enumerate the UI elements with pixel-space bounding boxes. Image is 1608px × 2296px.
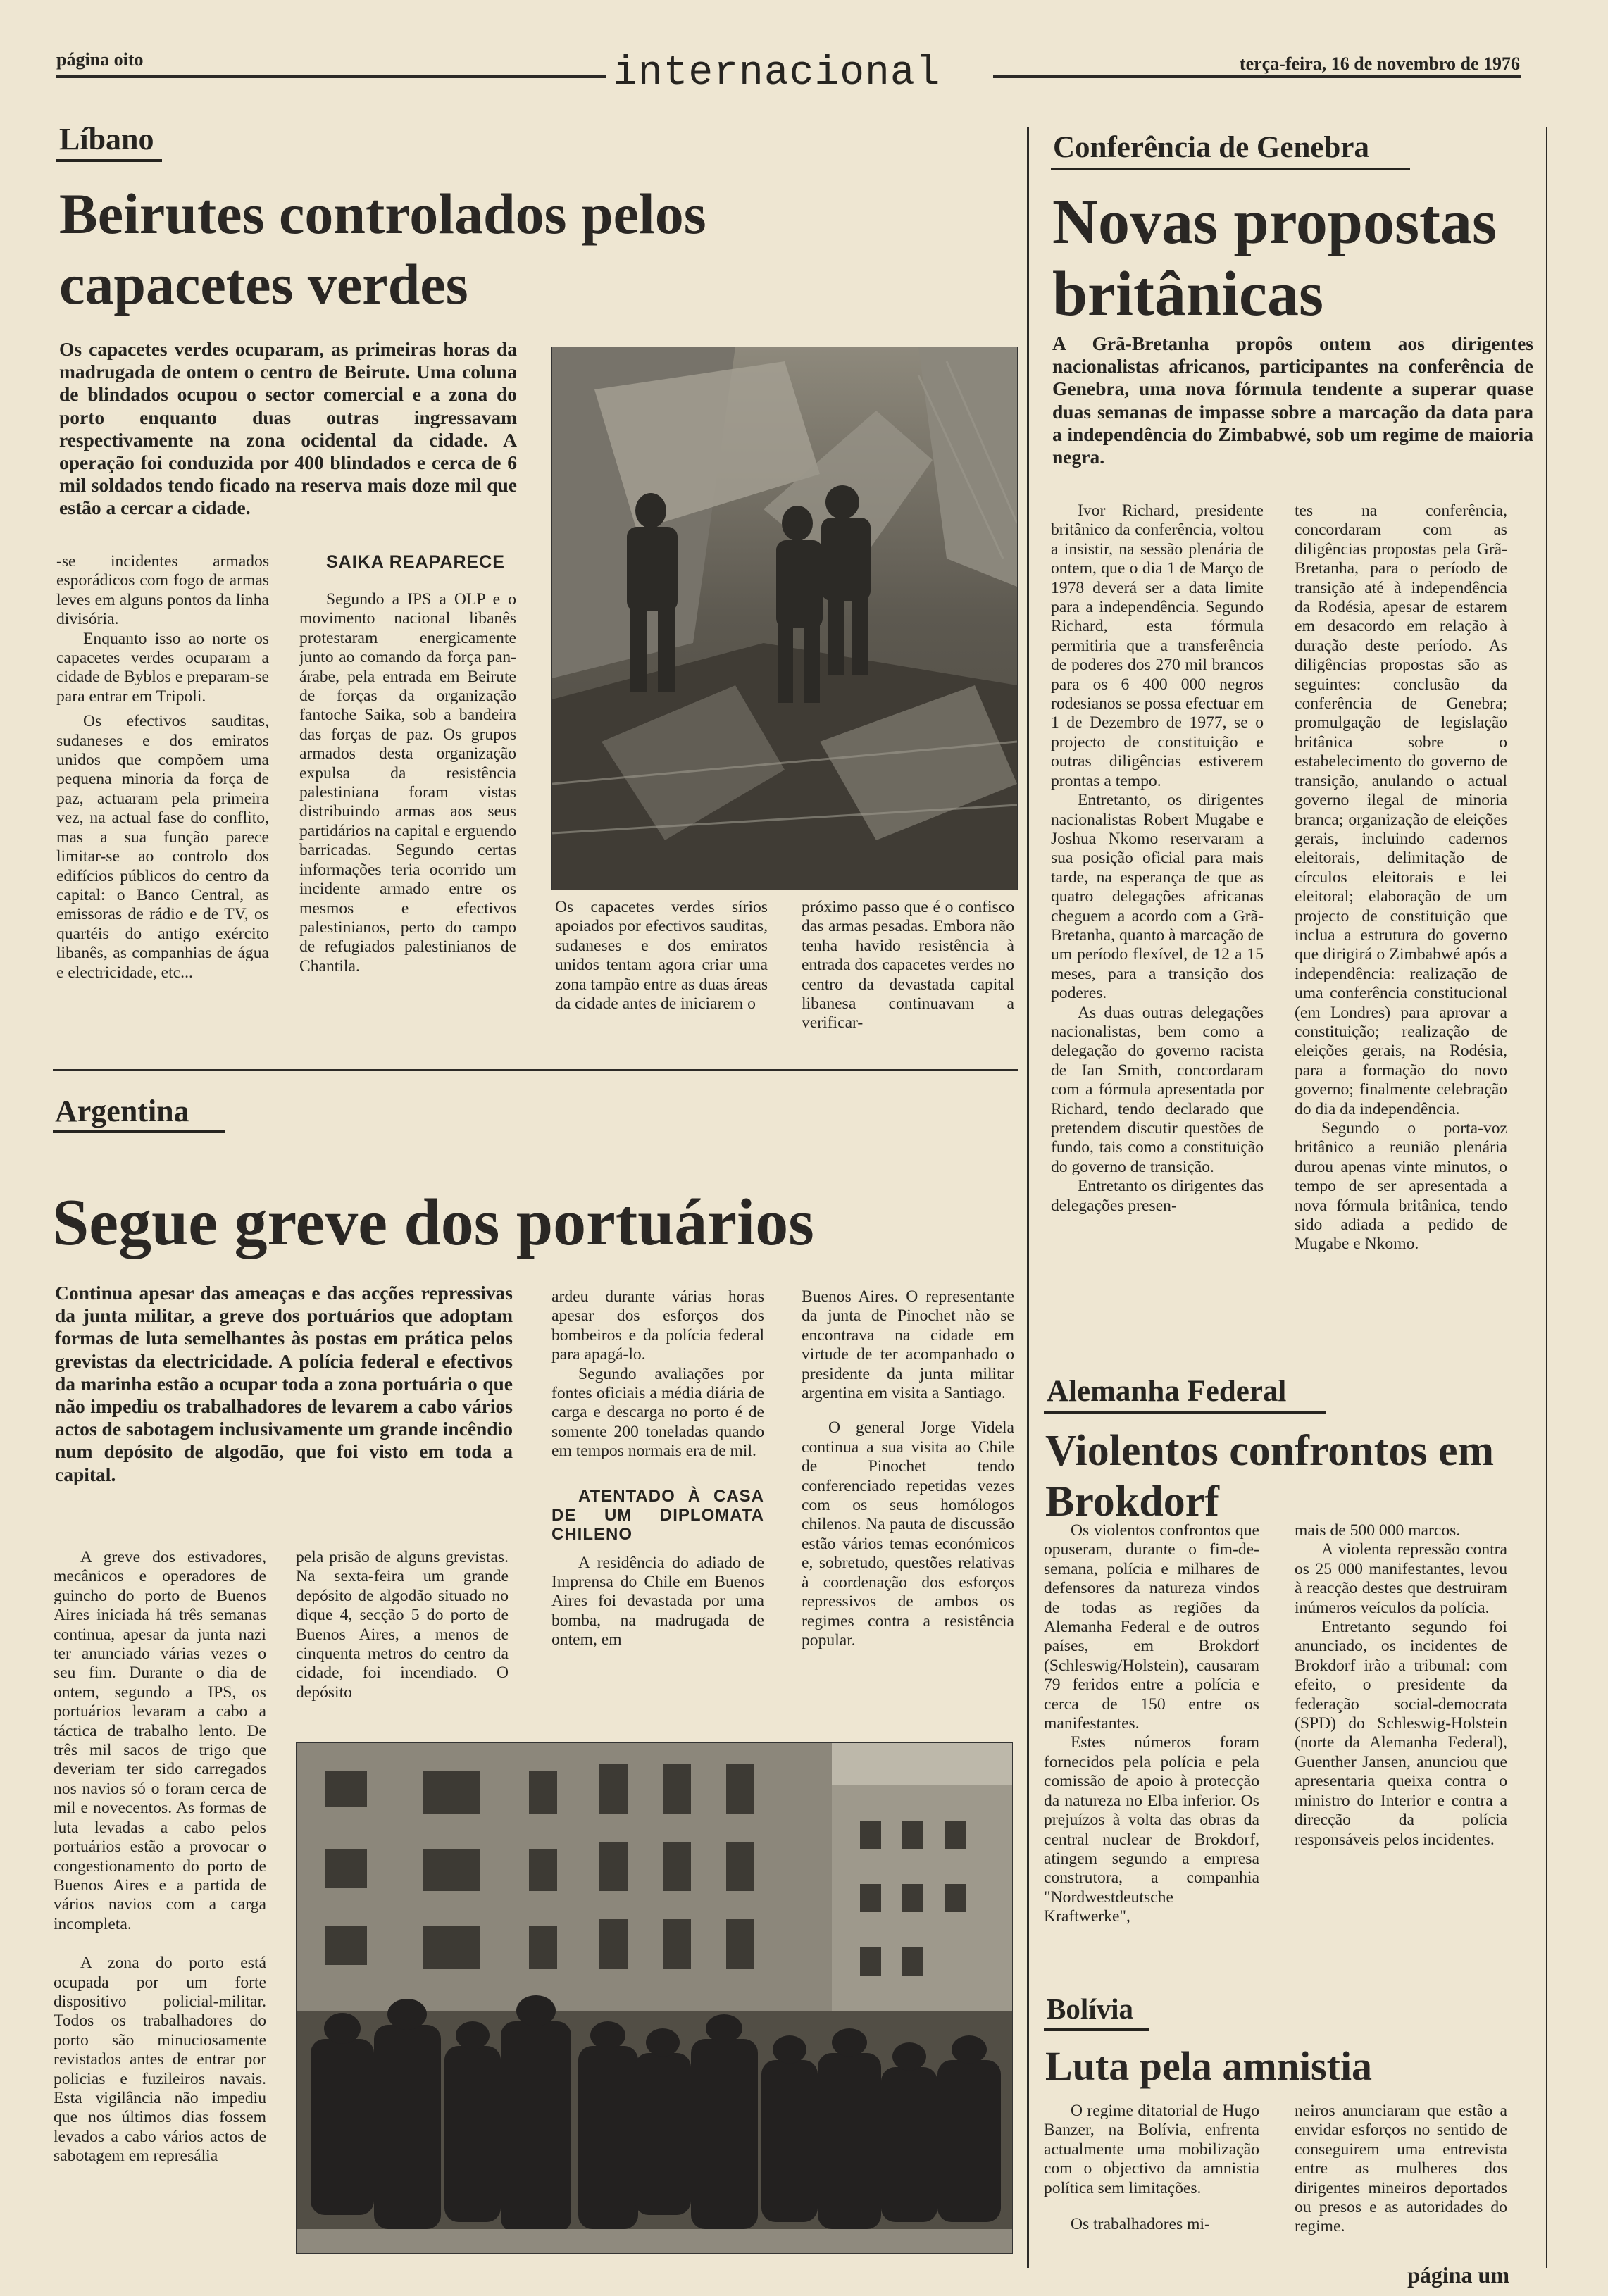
bolivia-c2-p1: neiros anunciaram que estão a envidar esforços no sentido de conseguirem uma entrevista entre as mulheres dos dirigentes mineiros deportados ou presos e as autoridades do regime. bbox=[1295, 2102, 1507, 2236]
libano-column-2 bbox=[299, 552, 516, 976]
argentina-c3-p3: A residência do adiado de Imprensa do Chile em Buenos Aires foi devastada por uma bomba, na madrugada de ontem, em bbox=[551, 1553, 764, 1649]
alemanha-c2-p1: mais de 500 000 marcos. bbox=[1295, 1521, 1461, 1540]
libano-c2-p1: Segundo a IPS a OLP e o movimento nacional libanês protestaram energicamente junto ao comando da força pan-árabe, pela entrada em Beirute de forças da organização fantoche Saika, sob a bandeira das forças de paz. Os grupos armados desta organização expulsa da resistência palestiniana foram vistas distribuindo armas aos seus partidários na capital e erguendo barricadas. Segundo certas informações teria ocorrido um incidente armado entre os mesmos e efectivos palestinianos, perto do campo de refugiados palestinianos de Chantila. bbox=[299, 590, 516, 975]
argentina-c4-p1: Buenos Aires. O representante da junta de Pinochet não se encontrava na cidade em virtude de ter acompanhado o presidente da junta militar argentina em visita a Santiago. bbox=[802, 1287, 1014, 1403]
masthead-rule-left bbox=[56, 75, 606, 78]
column-divider-right bbox=[1546, 127, 1547, 2268]
genebra-column-2 bbox=[1295, 501, 1507, 1254]
kicker-underline bbox=[56, 159, 162, 162]
kicker-underline bbox=[53, 1130, 225, 1133]
alemanha-c1-p2: Estes números foram fornecidos pela polícia e pela comissão de apoio à protecção da natureza no Elba inferior. Os prejuízos à volta das obras da central nuclear de Brokdorf, atingem segundo a empresa construtora, a companhia "Nordwestdeutsche Kraftwerke", bbox=[1044, 1733, 1259, 1926]
kicker-underline bbox=[1044, 2028, 1149, 2031]
headline-genebra: Novas propostas britânicas bbox=[1052, 187, 1497, 329]
kicker-genebra: Conferência de Genebra bbox=[1053, 131, 1370, 164]
bolivia-c1-p1: O regime ditatorial de Hugo Banzer, na Bolívia, enfrenta actualmente uma mobilização com o objectivo da amnistia política sem limitações. bbox=[1044, 2102, 1259, 2197]
lead-genebra: A Grã-Bretanha propôs ontem aos dirigentes nacionalistas africanos, participantes na conferência de Genebra, uma nova fórmula tendente a superar quase duas semanas de impasse sobre a marcação da data para a independência do Zimbabwé, sob um regime de maioria negra. bbox=[1052, 332, 1533, 468]
argentina-c1-p1: A greve dos estivadores, mecânicos e operadores de guincho do porto de Buenos Aires iniciada há três semanas continua, apesar da junta nazi ter anunciado várias vezes o seu fim. Durante o dia de ontem, segundo a IPS, os portuários levaram a cabo a táctica de trabalho lento. De três mil sacos de trigo que deveriam ter sido carregados nos navios só o foram cerca de mil e novecentos. As formas de luta levadas a cabo pelos portuários estão a provocar o congestionamento do porto de Buenos Aires e a partida de vários navios com a carga incompleta. bbox=[54, 1548, 266, 1933]
genebra-c2-p1: tes na conferência, concordaram com as diligências propostas pela Grã-Bretanha, para o período de transição até à independência da Rodésia, apesar de estarem em desacordo em relação à duração deste período. As diligências propostas são as seguintes: conclusão da conferência de Genebra; promulgação de legislação britânica sobre o estabelecimento do governo de transição, anulando o actual governo ilegal de minoria branca; organização de eleições gerais, incluindo cadernos eleitorais, delimitação de círculos eleitorais e lei eleitoral; elaboração de um projecto de constituição que inclua a estrutura do governo que dirigirá o Zimbabwé após a independência: realização de uma conferência constitucional (em Londres) para aprovar a constituição; realização de eleições gerais, na Rodésia, para a formação do novo governo; finalmente celebração do dia da independência. bbox=[1295, 501, 1507, 1118]
genebra-c1-p3: As duas outras delegações nacionalistas, bem como a delegação do governo racista de Ian Smith, concordaram com a fórmula apresentada por Richard, tendo declarado que pretendem discutir questões de fundo, tais como a constituição do governo de transição. bbox=[1051, 1003, 1264, 1176]
lead-argentina: Continua apesar das ameaças e das acções repressivas da junta militar, a greve dos portuários que adoptam formas de luta semelhantes às postas em prática pelos grevistas da electricidade. A polícia federal e efectivos da marinha estão a ocupar toda a zona portuária o que não impediu os trabalhadores de levarem a cabo vários actos de sabotagem inclusivamente um grande incêndio num depósito de algodão, que foi visto em toda a capital. bbox=[55, 1282, 513, 1485]
photo-caption-libano-b: próximo passo que é o confisco das armas pesadas. Embora não tenha havido resistência à entrada dos capacetes verdes no centro da devastada capital libanesa continuavam a verificar- bbox=[802, 898, 1014, 1032]
column-divider-main bbox=[1027, 127, 1029, 2268]
kicker-underline bbox=[1051, 168, 1410, 170]
divider-libano-argentina bbox=[53, 1069, 1018, 1071]
libano-column-1 bbox=[56, 552, 269, 982]
libano-c1-p2: Enquanto isso ao norte os capacetes verdes ocuparam a cidade de Byblos e preparam-se para entrar em Tripoli. bbox=[56, 629, 269, 706]
kicker-underline bbox=[1044, 1411, 1326, 1414]
headline-argentina: Segue greve dos portuários bbox=[52, 1186, 814, 1259]
genebra-c2-p2: Segundo o porta-voz britânico a reunião plenária durou apenas vinte minutos, o tempo de ser apresentada a nova fórmula britânica, tendo sido adiada a pedido de Mugabe e Nkomo. bbox=[1295, 1119, 1507, 1254]
genebra-c1-p1: Ivor Richard, presidente britânico da conferência, voltou a insistir, na sessão plenária de ontem, que o dia 1 de Março de 1978 deverá ser a data limite para a independência. Segundo Richard, esta fórmula permitiria que a transferência de poderes dos 270 mil brancos para os 6 400 000 negros rodesianos se possa efectuar em 1 de Dezembro de 1977, se o projecto de constituição e outras diligências estiverem prontas a tempo. bbox=[1051, 501, 1264, 790]
page-number-right: página um bbox=[1407, 2262, 1509, 2288]
alemanha-column-2 bbox=[1295, 1521, 1507, 1849]
photo-caption-libano-a: Os capacetes verdes sírios apoiados por efectivos sauditas, sudaneses e dos emiratos unidos tentam agora criar uma zona tampão entre as duas áreas da cidade antes de iniciarem o bbox=[555, 898, 768, 1013]
subhead-saika: SAIKA REAPARECE bbox=[326, 552, 505, 572]
bolivia-c1-p2: Os trabalhadores mi- bbox=[1071, 2215, 1210, 2234]
genebra-c1-p4: Entretanto os dirigentes das delegações presen- bbox=[1051, 1177, 1264, 1215]
argentina-column-3 bbox=[551, 1287, 764, 1650]
headline-libano: Beirutes controlados pelos capacetes verdes bbox=[59, 182, 706, 316]
photo-beirut-soldiers bbox=[551, 347, 1018, 890]
argentina-c1-p2: A zona do porto está ocupada por um forte dispositivo policial-militar. Todos os trabalhadores do porto são minuciosamente revistados antes de entrar por policias e fuzileiros navais. Esta vigilância não impediu que nos últimos dias fossem levados a cabo vários actos de sabotagem em represália bbox=[54, 1954, 266, 2166]
photo-buenos-aires-police bbox=[296, 1742, 1013, 2254]
argentina-column-1 bbox=[54, 1548, 266, 2166]
alemanha-column-1 bbox=[1044, 1521, 1259, 1927]
headline-bolivia: Luta pela amnistia bbox=[1045, 2043, 1373, 2089]
alemanha-c2-p2: A violenta repressão contra os 25 000 manifestantes, levou à reacção destes que destruiram inúmeros veículos da polícia. bbox=[1295, 1540, 1507, 1617]
subhead-atentado: ATENTADO À CASA DE UM DIPLOMATA CHILENO bbox=[551, 1486, 764, 1544]
masthead-rule-right bbox=[993, 75, 1521, 78]
argentina-column-4 bbox=[802, 1287, 1014, 1650]
alemanha-c2-p3: Entretanto segundo foi anunciado, os incidentes de Brokdorf irão a tribunal: com efeito, o presidente da federação social-democrata (SPD) do Schleswig-Holstein (norte da Alemanha Federal), Guenther Jansen, anunciou que apresentaria queixa contra o ministro do Interior e contra a direcção da polícia responsáveis pelos incidentes. bbox=[1295, 1618, 1507, 1849]
argentina-c3-p2: Segundo avaliações por fontes oficiais a média diária de carga e descarga no porto é de somente 200 toneladas quando em tempos normais era de mil. bbox=[551, 1364, 764, 1461]
bolivia-column-1 bbox=[1044, 2102, 1259, 2234]
bolivia-column-2 bbox=[1295, 2102, 1507, 2237]
kicker-argentina: Argentina bbox=[55, 1094, 189, 1128]
headline-alemanha: Violentos confrontos em Brokdorf bbox=[1045, 1427, 1495, 1526]
section-title: internacional bbox=[613, 51, 941, 96]
issue-date: terça-feira, 16 de novembro de 1976 bbox=[1239, 54, 1520, 74]
kicker-alemanha: Alemanha Federal bbox=[1047, 1375, 1287, 1408]
genebra-c1-p2: Entretanto, os dirigentes nacionalistas Robert Mugabe e Joshua Nkomo reservaram a sua posição oficial para mais tarde, na esperança de que as quatro delegações africanas cheguem a acordo com a Grã-Bretanha, quanto à marcação de um período flexível, de 12 a 15 meses, para a transição dos poderes. bbox=[1051, 791, 1264, 1003]
argentina-c3-p1: ardeu durante várias horas apesar dos esforços dos bombeiros e da polícia federal para apagá-lo. bbox=[551, 1287, 764, 1364]
page-number-left: página oito bbox=[56, 49, 144, 70]
alemanha-c1-p1: Os violentos confrontos que opuseram, durante o fim-de-semana, polícia e milhares de defensores da natureza vindos de todas as regiões da Alemanha Federal e de outros países, em Brokdorf (Schleswig/Holstein), causaram 79 feridos entre a polícia e cerca de 150 entre os manifestantes. bbox=[1044, 1521, 1259, 1733]
argentina-c2-p1: pela prisão de alguns grevistas. Na sexta-feira um grande depósito de algodão situado no dique 4, secção 5 do porto de Buenos Aires, a menos de cinquenta metros do centro da cidade, foi incendiado. O depósito bbox=[296, 1548, 509, 1702]
libano-c1-p1: -se incidentes armados esporádicos com fogo de armas leves em alguns pontos da linha divisória. bbox=[56, 552, 269, 629]
lead-libano: Os capacetes verdes ocuparam, as primeiras horas da madrugada de ontem o centro de Beirute. Uma coluna de blindados ocupou o sector comercial e a zona do porto enquanto duas outras ingressavam respectivamente na zona ocidental da cidade. A operação foi conduzida por 400 blindados e cerca de 6 mil soldados tendo ficado na reserva mais doze mil que estão a cercar a cidade. bbox=[59, 338, 517, 519]
libano-c1-p3: Os efectivos sauditas, sudaneses e dos emiratos unidos que compõem uma pequena minoria da força de paz, actuaram pela primeira vez, na actual fase do conflito, mas a sua função parece limitar-se ao controlo dos edifícios públicos do centro da capital: o Banco Central, as emissoras de rádio e de TV, os quartéis do antigo exército libanês, as companhias de água e electricidade, etc... bbox=[56, 712, 269, 982]
kicker-libano: Líbano bbox=[59, 122, 154, 156]
argentina-c4-p2: O general Jorge Videla continua a sua visita ao Chile de Pinochet tendo conferenciado repetidas vezes com os seus homólogos chilenos. Na pauta de discussão estão vários temas económicos e, sobretudo, questões relativas à coordenação dos esforços repressivos de ambos os regimes contra a resistência popular. bbox=[802, 1418, 1014, 1649]
argentina-column-2 bbox=[296, 1548, 509, 1702]
kicker-bolivia: Bolívia bbox=[1047, 1992, 1134, 2025]
genebra-column-1 bbox=[1051, 501, 1264, 1216]
